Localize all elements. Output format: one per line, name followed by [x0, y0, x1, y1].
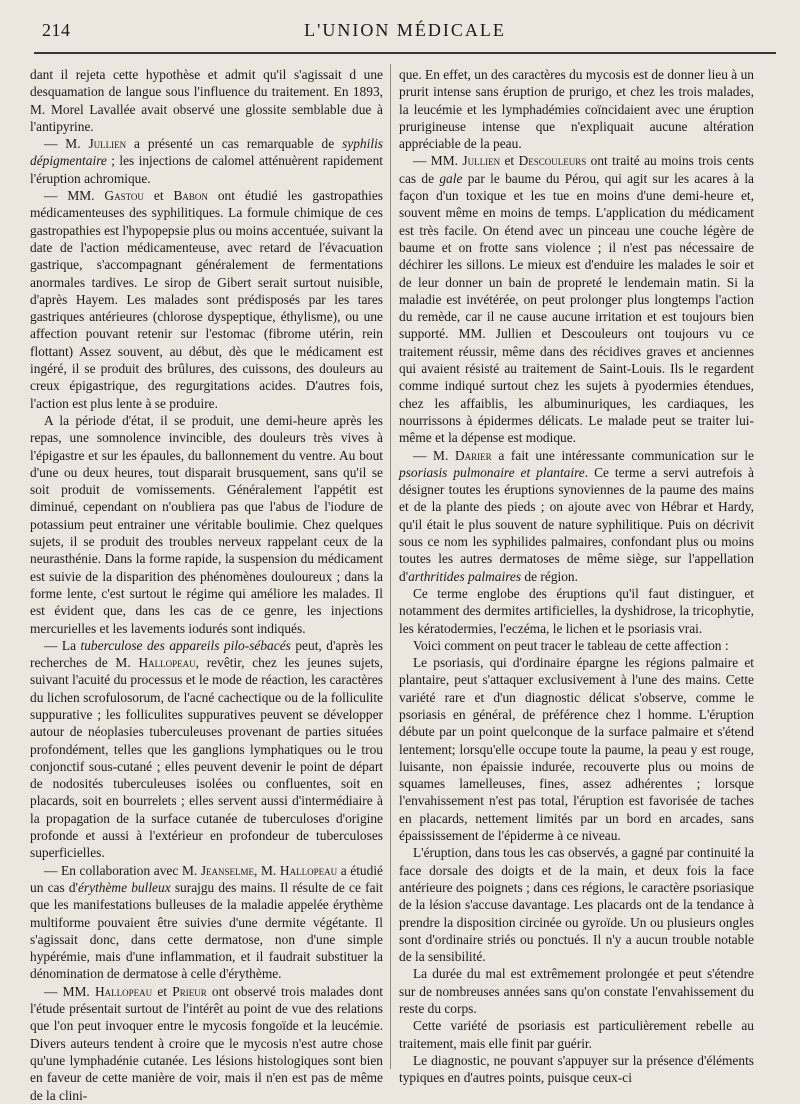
- column-divider: [390, 64, 391, 1069]
- author-name: Jeanselme: [200, 862, 255, 878]
- author-name: Gastou: [104, 188, 144, 204]
- topic-title: syphilis dépigmentaire: [30, 136, 383, 169]
- author-name: Darier: [454, 447, 492, 463]
- topic-title: gale: [439, 170, 463, 186]
- paragraph: Cette variété de psoriasis est particulièrement rebelle au traitement, mais elle finit par guérir.: [399, 1018, 754, 1051]
- author-name: Prieur: [172, 983, 207, 999]
- paragraph: — M. Darier a fait une intéressante communication sur le psoriasis pulmonaire et plantaire. Ce terme a servi autrefois à désigner toutes les éruptions synoviennes de la paume des mains et de la plante des pieds ; on ajoute avec von Hébrar et Hardy, qu'il était le plus souvent de nature syphilitique. Puis on décrivit sous ce nom les syphilides palmaires, confondant plus ou moins toutes les autres dermatoses de même siège, sur l'appellation d'arthritides palmaires de région.: [399, 447, 754, 584]
- paragraph: Le psoriasis, qui d'ordinaire épargne les régions palmaire et plantaire, peut s'attaquer exclusivement à l'une des mains. Cette variété rare et d'un diagnostic délicat s'observe, comme le psoriasis en général, de préférence chez l homme. L'éruption débute par un point quelconque de la surface palmaire et s'étend lentement; lorsqu'elle occupe toute la paume, la peau y est rouge, luisante, non épaissie indurée, recouverte plus ou moins de squames lamelleuses, fines, assez adhérentes ; lorsque l'envahissement n'est pas total, l'éruption est favorisée de taches en placards, nettement limités par un bord en arcades, sans épaississement de l'épiderme à ce niveau.: [399, 655, 754, 844]
- author-name: Hallopeau: [138, 655, 196, 671]
- author-name: Jullien: [462, 153, 501, 169]
- topic-title: érythème bulleux: [77, 879, 171, 895]
- topic-title: tuberculose des appareils pilo-sébacés: [80, 637, 291, 653]
- author-name: Jullien: [88, 136, 127, 152]
- paragraph: Voici comment on peut tracer le tableau de cette affection :: [413, 637, 729, 653]
- paragraph: Le diagnostic, ne pouvant s'appuyer sur la présence d'éléments typiques en d'autres points, puisque ceux-ci: [399, 1052, 754, 1086]
- paragraph: — MM. Gastou et Babon ont étudié les gastropathies médicamenteuses des syphilitiques. La formule chimique de ces gastropathies est l'hypopepsie plus ou moins accentuée, suivant la date de l'action médicamenteuse, avec retard de l'évacuation gastrique, s'accompagnant généralement de fermentations anormales tardives. Le sirop de Gibert serait surtout nuisible, d'après Hayem. Les malades sont prédisposés par les tares gastriques antérieures (chlorose dyspeptique, éthylisme), ou une affection pouvant retenir sur l'estomac (fibrome utérin, rein flottant) Assez souvent, au début, dès que le médicament est ingéré, il se produit des brûlures, des cuissons, des douleurs au creux épigastrique, des regurgitations acides. D'autres fois, l'action est plus lente à se produire.: [30, 188, 383, 411]
- author-name: Descouleurs: [518, 153, 587, 169]
- right-column: [399, 66, 754, 1087]
- journal-title: L'UNION MÉDICALE: [304, 20, 506, 40]
- paragraph: A la période d'état, il se produit, une demi-heure après les repas, une somnolence invincible, des douleurs très vives à l'épigastre et sur les épaules, du ballonnement du ventre. Au bout d'une ou deux heures, tout disparait brusquement, sans qu'il se soit produit de vomissements. Généralement l'appétit est diminué, cependant on n'oubliera pas que l'abus de l'iodure de potassium peut entrainer une véritable boulimie. Chez quelques sujets, il se produit des troubles nerveux rappelant ceux de la neurasthénie. Dans la forme rapide, la suspension du médicament est suivie de la disparition des phénomènes douloureux ; dans la forme lente, c'est surtout le régime qui améliore les malades. Il est évident que, dans les cas de ce genre, les injections mercurielles et les lavements iodurés sont indiqués.: [30, 412, 383, 636]
- page-number: 214: [42, 20, 71, 40]
- paragraph: — En collaboration avec M. Jeanselme, M. Hallopeau a étudié un cas d'érythème bulleux surajgu des mains. Il résulte de ce fait que les manifestations bulleuses de la maladie appelée érythème multiforme pouvaient être suivies d'une dermite végétante. Il s'agissait donc, dans cette dermatose, non d'une simple hypérémie, mais d'une inflammation, et il faudrait substituer la dénomination de dermatose à celle d'érythème.: [30, 862, 383, 982]
- paragraph: Ce terme englobe des éruptions qu'il faut distinguer, et notamment des dermites artificielles, la dyshidrose, la tricophytie, les kératodermies, l'eczéma, le lichen et le psoriasis vrai.: [399, 585, 754, 636]
- paragraph: — MM. Jullien et Descouleurs ont traité au moins trois cents cas de gale par le baume du Pérou, qui agit sur les acares à la façon d'un toxique et les tue en moins d'une demi-heure et, souvent même en moins de temps. L'application du médicament est très facile. On étend avec un pinceau une couche légère de baume et on frotte sans violence ; il n'est pas nécessaire de déchirer les sillons. Le mieux est d'enduire les malades le soir et de leur donner un bain de propreté le lendemain matin. Si la maladie est invétérée, on peut prolonger plus longtemps l'action du remède, car il ne cause aucune irritation et est toujours bien supporté. MM. Jullien et Descouleurs ont toujours vu ce traitement réussir, même dans des récidives graves et anciennes qui avaient résisté au traitement de Saint-Louis. Ils le regardent comme indiqué surtout chez les sujets à pyodermies étendues, chez les affaiblis, les albuminuriques, les cardiaques, les nourrissons à épidermes délicats. Le malade peut se traiter lui-même et la dépense est modique.: [399, 153, 755, 446]
- topic-title: psoriasis pulmonaire et plantaire: [399, 464, 585, 480]
- author-name: Babon: [173, 188, 208, 204]
- paragraph: La durée du mal est extrêmement prolongée et peut s'étendre sur de nombreuses années sans qu'on constate l'envahissement du reste du corps.: [399, 966, 754, 1017]
- left-column: [30, 66, 383, 1104]
- header-rule: [34, 52, 776, 54]
- paragraph: que. En effet, un des caractères du mycosis est de donner lieu à un prurit intense sans éruption de prurigo, et chez les trois malades, la leucémie et les lymphadémies coïncidaient avec une éruption prurigineuse intense que n'expliquait aucune altération appréciable de la peau.: [399, 67, 754, 152]
- topic-title: arthritides palmaires: [408, 568, 522, 584]
- paragraph: — MM. Hallopeau et Prieur ont observé trois malades dont l'étude présentait surtout de l'intérêt au point de vue des relations que l'on peut invoquer entre le mycosis fongoïde et la leucémie. Divers auteurs tendent à croire que le mycosis n'est autre chose qu'une lymphadénie cutanée. Les lésions histologiques sont bien en faveur de cette manière de voir, mais il n'en est pas de même de la clini-: [30, 983, 384, 1103]
- author-name: Hallopeau: [279, 862, 338, 878]
- paragraph: dant il rejeta cette hypothèse et admit qu'il s'agissait d une desquamation de langue sous l'influence du traitement. En 1893, M. Morel Lavallée avait observé une glossite semblable due à l'antipyrine.: [30, 67, 383, 134]
- paragraph: — M. Jullien a présenté un cas remarquable de syphilis dépigmentaire ; les injections de calomel atténuèrent rapidement l'éruption achromique.: [30, 136, 383, 186]
- paragraph: — La tuberculose des appareils pilo-sébacés peut, d'après les recherches de M. Hallopeau, revêtir, chez les jeunes sujets, suivant l'acuité du processus et le mode de réaction, les caractères du lichen scrofulosorum, de l'acné cachectique ou de la folliculite suppurative ; les folliculites suppuratives peuvent se développer autour de néoplasies tuberculeuses provenant de parties situées profondément, telles que les ganglions lymphatiques ou le trou conjonctif sous-cutané ; elles peuvent devenir le point de départ de nodosités tuberculeuses isolées ou confluentes, soit en placards, soit en bourrelets ; elles servent aussi d'intermédiaire à la propagation de la surface cutanée de tuberculoses d'origine profonde et aussi à l'extérieur en profondeur de tuberculoses superficielles.: [30, 637, 383, 861]
- paragraph: L'éruption, dans tous les cas observés, a gagné par continuité la face dorsale des doigts et de la main, et deux fois la face antérieure des poignets ; dans ces régions, le caractère psoriasique de la lésion s'accuse davantage. Les placards ont de la tendance à prendre la disposition circinée ou gyroïde. Un ou plusieurs ongles sont d'ordinaire striés ou ponctués. Il n'y a aucun trouble notable de la sensibilité.: [399, 845, 754, 965]
- running-header: [34, 20, 776, 46]
- author-name: Hallopeau: [94, 983, 153, 999]
